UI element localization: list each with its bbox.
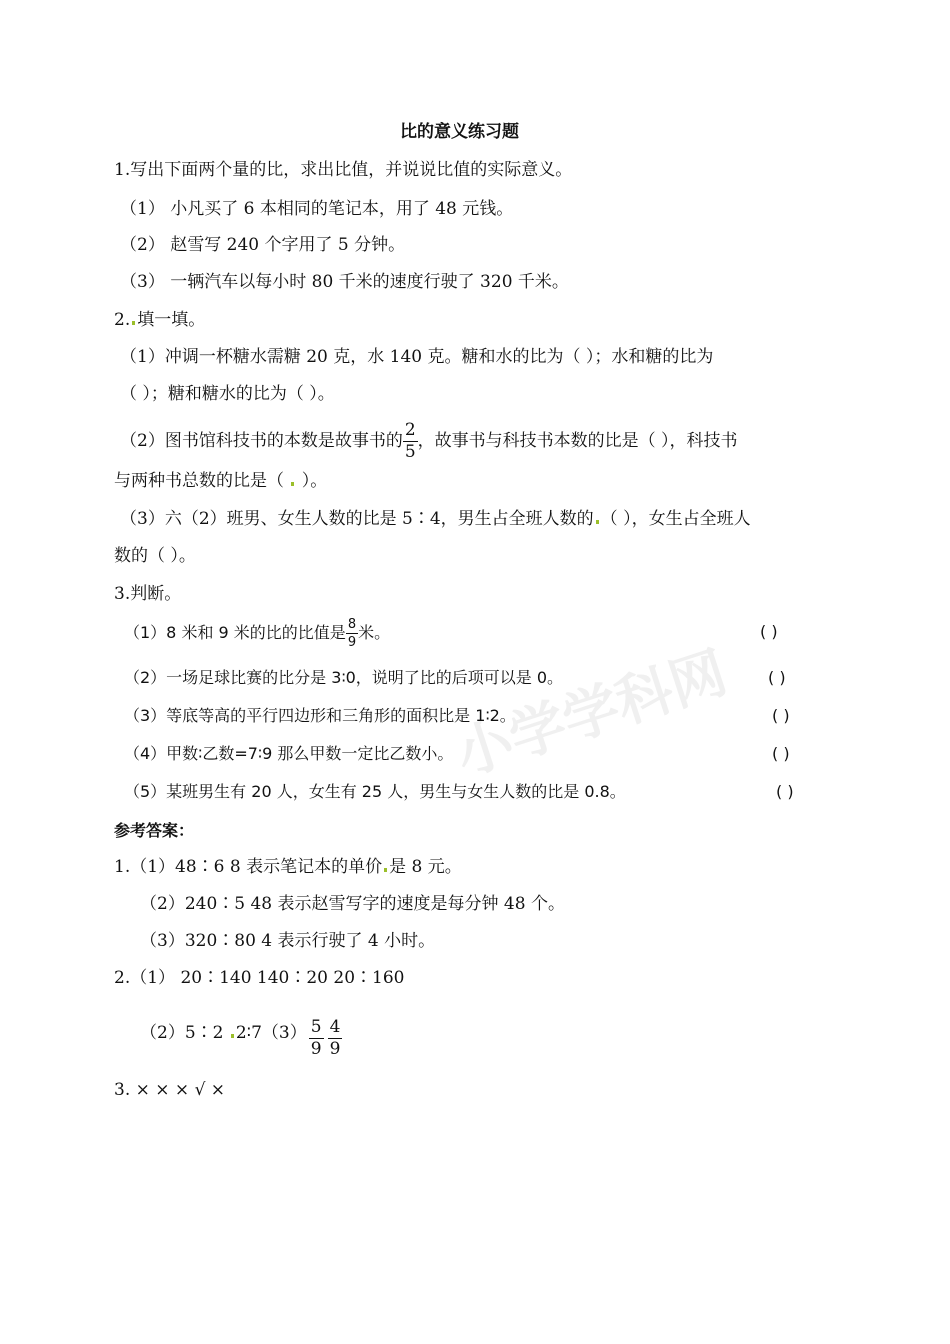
answer-1-2: （2）240∶5 48 表示赵雪写字的速度是每分钟 48 个。 [140,894,565,914]
answers-heading: 参考答案： [114,821,195,840]
q2-item-3-line-2: 数的（ ）。 [114,546,196,566]
q2-item-2-text-b: ，故事书与科技书本数的比是（ ），科技书 [417,431,738,451]
fraction-numerator: 5 [310,1017,322,1037]
page-title: 比的意义练习题 [400,122,519,142]
q2-item-1-line-2: （ ）；糖和糖水的比为（ ）。 [120,384,335,404]
mark-dot [596,520,599,524]
fraction-denominator: 9 [329,1039,341,1059]
q2-item-3-text-a: （3）六（2）班男、女生人数的比是 5∶4，男生占全班人数的 [120,509,594,529]
fraction-numerator: 8 [347,617,357,632]
q2-item-2-line-2-a: 与两种书总数的比是（ [114,471,290,491]
fraction-numerator: 4 [329,1017,341,1037]
fraction-2-5 [403,422,418,461]
answer-bracket-1[interactable]: ( ) [760,622,778,641]
q2-title: 填一填。 [137,310,206,330]
q3-item-3: （3）等底等高的平行四边形和三角形的面积比是 1∶2。 [124,706,516,725]
answer-2-1: 2.（1） 20∶140 140∶20 20∶160 [114,968,405,988]
mark-dot [132,321,135,325]
fraction-5-9 [309,1019,324,1058]
fraction-4-9 [328,1019,343,1058]
q3-item-2: （2）一场足球比赛的比分是 3∶0，说明了比的后项可以是 0。 [124,668,564,687]
q1-item-1: （1） 小凡买了 6 本相同的笔记本，用了 48 元钱。 [120,199,514,219]
answer-2-2 [140,1008,342,1058]
q2-item-2-line-2 [114,470,327,492]
answer-bracket-5[interactable]: ( ) [776,782,794,801]
q3-item-4: （4）甲数∶乙数=7∶9 那么甲数一定比乙数小。 [124,744,454,763]
answer-3: 3. × × × √ × [114,1080,226,1100]
q3-item-1-text-a: （1）8 米和 9 米的比的比值是 [124,623,346,642]
fraction-denominator: 9 [310,1039,322,1059]
answer-1-1 [114,856,462,878]
q2-item-3-text-b: （ ），女生占全班人 [600,509,751,529]
q3-item-5: （5）某班男生有 20 人，女生有 25 人，男生与女生人数的比是 0.8。 [124,782,626,801]
q2-item-2-line-1 [120,422,738,461]
answer-1-1-text-a: 1.（1）48∶6 8 表示笔记本的单价 [114,857,383,877]
answer-1-1-text-b: 是 8 元。 [389,857,462,877]
fraction-denominator: 5 [404,442,416,462]
answer-1-3: （3）320∶80 4 表示行驶了 4 小时。 [140,931,436,951]
fraction-denominator: 9 [347,635,357,650]
mark-dot [384,868,387,872]
q3-item-1-text-b: 米。 [358,623,391,642]
q1-item-2: （2） 赵雪写 240 个字用了 5 分钟。 [120,235,406,255]
answer-bracket-4[interactable]: ( ) [772,744,790,763]
fraction-numerator: 2 [404,420,416,440]
fraction-8-9 [346,618,358,649]
mark-dot [231,1034,234,1038]
q1-item-3: （3） 一辆汽车以每小时 80 千米的速度行驶了 320 千米。 [120,272,569,292]
answer-bracket-3[interactable]: ( ) [772,706,790,725]
q1-prompt: 1.写出下面两个量的比，求出比值，并说说比值的实际意义。 [114,160,573,180]
q2-prompt [114,309,205,331]
answer-2-2-text-a: （2）5∶2 [140,1023,229,1043]
q2-number: 2. [114,310,131,330]
q3-prompt: 3.判断。 [114,584,182,604]
q2-item-3-line-1 [120,508,751,530]
q3-item-1 [124,618,390,649]
q2-item-1-line-1: （1）冲调一杯糖水需糖 20 克，水 140 克。糖和水的比为（ ）；水和糖的比为 [120,347,714,367]
q2-item-2-line-2-b: ）。 [296,471,328,491]
watermark: 小学学科网 [448,640,735,789]
mark-dot [291,482,294,486]
answer-bracket-2[interactable]: ( ) [768,668,786,687]
answer-2-2-text-b: 2∶7（3） [235,1023,307,1043]
q2-item-2-text-a: （2）图书馆科技书的本数是故事书的 [120,431,403,451]
